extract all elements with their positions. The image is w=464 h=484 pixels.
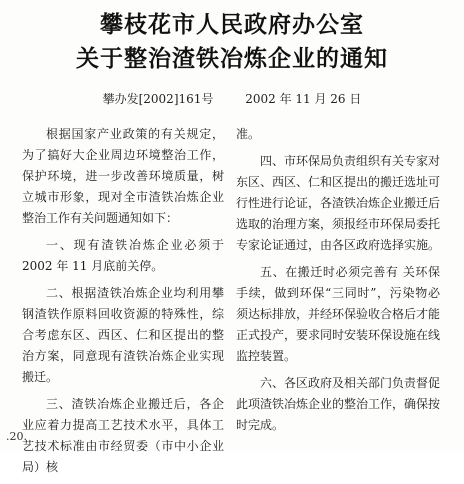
item-6-paragraph: 六、各区政府及相关部门负责督促此项渣铁冶炼企业的整治工作，确保按时完成。: [236, 376, 441, 432]
item-3-paragraph: 三、渣铁冶炼企业搬迁后，各企业应着力提高工艺技术水平，具体工艺技术标准由市经贸委（市中小企业局）核: [22, 397, 224, 474]
document-meta: [0, 90, 464, 107]
doc-date: 2002 年 11 月 26 日: [245, 92, 362, 106]
item-3-continuation: 准。: [236, 127, 261, 141]
item-4-paragraph: 四、市环保局负责组织有关专家对东区、西区、仁和区提出的搬迁选址可行性进行论证，各渣铁冶炼企业搬迁后选取的治理方案，须报经市环保局委托专家论证通过，由各区政府选择实施。: [236, 154, 441, 252]
intro-paragraph: 根据国家产业政策的有关规定，为了搞好大企业周边环境整治工作，保护环境，进一步改善环境质量，树立城市形象，现对全市渣铁冶炼企业整治工作有关问题通知如下：: [22, 127, 224, 225]
document-title-line1: 攀枝花市人民政府办公室: [100, 12, 364, 38]
item-1-paragraph: 一、现有渣铁冶炼企业必须于 2002 年 11 月底前关停。: [22, 238, 224, 273]
item-2-paragraph: 二、根据渣铁冶炼企业均利用攀钢渣铁作原料回收资源的特殊性，综合考虑东区、西区、仁和区提出的整治方案，同意现有渣铁冶炼企业实现搬迁。: [22, 286, 224, 384]
item-5-paragraph: 五、在搬迁时必须完善有 关环保手续，做到环保“三同时”，污染物必须达标排放，并经环保验收合格后才能正式投产，要求同时安装环保设施在线监控装置。: [236, 265, 441, 363]
doc-number: 攀办发[2002]161号: [102, 92, 214, 106]
left-column: [22, 124, 224, 484]
right-column: [236, 124, 440, 442]
page-number: .20.: [6, 430, 27, 443]
document-title-line2: 关于整治渣铁冶炼企业的通知: [76, 46, 388, 72]
